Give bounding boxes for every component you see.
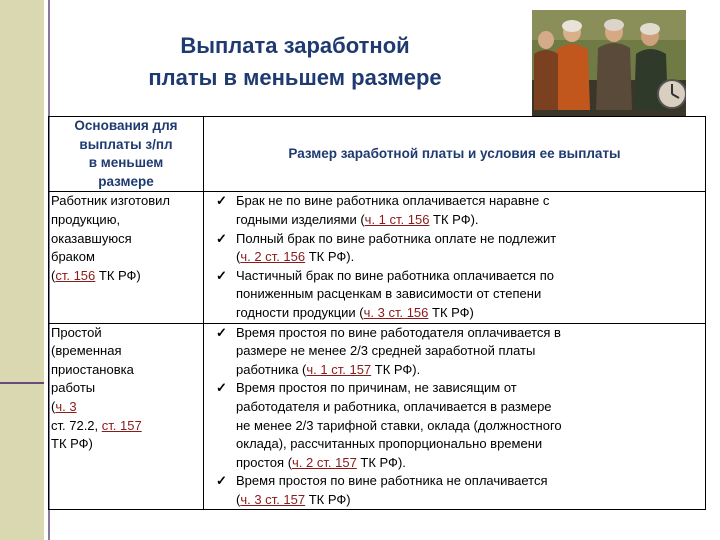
text-line: оклада), рассчитанных пропорционально времени bbox=[236, 436, 543, 452]
text-line: Частичный брак по вине работника оплачивается по bbox=[236, 267, 554, 283]
list-item bbox=[206, 267, 703, 323]
law-link[interactable]: ч. 3 ст. 156 bbox=[363, 304, 429, 320]
list-item bbox=[206, 230, 703, 267]
row-grounds-defect bbox=[49, 192, 204, 323]
law-link[interactable]: ч. 3 bbox=[55, 398, 77, 414]
header-grounds-line: в меньшем bbox=[88, 155, 164, 171]
slide-sidebar bbox=[0, 0, 44, 540]
text-line: браком bbox=[51, 249, 95, 265]
checkmark-icon: ✓ bbox=[216, 193, 227, 209]
text-line: простоя (ч. 2 ст. 157 ТК РФ). bbox=[236, 454, 406, 470]
checkmark-icon: ✓ bbox=[216, 230, 227, 246]
text-line: Брак не по вине работника оплачивается наравне с bbox=[236, 193, 550, 209]
text-line: размере не менее 2/3 средней заработной платы bbox=[236, 343, 536, 359]
checkmark-icon: ✓ bbox=[216, 267, 227, 283]
text-line: Время простоя по причинам, не зависящим от bbox=[236, 380, 517, 396]
text-line: оказавшуюся bbox=[51, 230, 132, 246]
text-line: (ст. 156 ТК РФ) bbox=[51, 267, 141, 283]
text-line: работника (ч. 1 ст. 157 ТК РФ). bbox=[236, 361, 421, 377]
table-header-row bbox=[49, 117, 706, 192]
sidebar-accent-line bbox=[0, 382, 44, 384]
law-link[interactable]: ст. 156 bbox=[55, 267, 96, 283]
header-amount: Размер заработной платы и условия ее выплаты bbox=[204, 117, 706, 192]
header-grounds-line: Основания для bbox=[74, 118, 178, 133]
text-line: работы bbox=[51, 380, 96, 396]
checkmark-icon: ✓ bbox=[216, 324, 227, 340]
text-line: пониженным расценкам в зависимости от степени bbox=[236, 286, 542, 302]
row-conditions-downtime bbox=[204, 323, 706, 510]
law-link[interactable]: ч. 1 ст. 156 bbox=[364, 211, 430, 227]
text-line: Время простоя по вине работника не оплачивается bbox=[236, 473, 548, 489]
text-line: Работник изготовил bbox=[51, 193, 170, 209]
text-line: (временная bbox=[51, 343, 122, 359]
text-line: годности продукции (ч. 3 ст. 156 ТК РФ) bbox=[236, 304, 474, 320]
text-line: ст. 72.2, ст. 157 bbox=[51, 417, 142, 433]
header-grounds bbox=[49, 117, 204, 192]
table-row bbox=[49, 192, 706, 323]
checkmark-icon: ✓ bbox=[216, 380, 227, 396]
text-line: Простой bbox=[51, 324, 102, 340]
list-item bbox=[206, 472, 703, 509]
title-line-2: платы в меньшем размере bbox=[148, 65, 442, 90]
text-line: приостановка bbox=[51, 361, 134, 377]
text-line: работодателя и работника, оплачивается в размере bbox=[236, 398, 552, 414]
title-line-1: Выплата заработной bbox=[180, 33, 410, 58]
text-line: Время простоя по вине работодателя оплачивается в bbox=[236, 324, 561, 340]
row-conditions-defect bbox=[204, 192, 706, 323]
law-link[interactable]: ч. 2 ст. 156 bbox=[240, 249, 306, 265]
row-grounds-downtime bbox=[49, 323, 204, 510]
table-row bbox=[49, 323, 706, 510]
list-item bbox=[206, 324, 703, 380]
text-line: годными изделиями (ч. 1 ст. 156 ТК РФ). bbox=[236, 211, 479, 227]
text-line: Полный брак по вине работника оплате не подлежит bbox=[236, 230, 557, 246]
text-line: (ч. 3 ст. 157 ТК РФ) bbox=[236, 491, 351, 507]
text-line: (ч. 3 bbox=[51, 398, 77, 414]
checkmark-icon: ✓ bbox=[216, 473, 227, 489]
salary-table bbox=[48, 116, 706, 510]
law-link[interactable]: ч. 2 ст. 157 bbox=[292, 454, 357, 470]
text-line: продукцию, bbox=[51, 211, 121, 227]
law-link[interactable]: ст. 157 bbox=[101, 417, 142, 433]
slide-title bbox=[60, 30, 530, 94]
list-item bbox=[206, 192, 703, 229]
workers-photo bbox=[532, 10, 686, 117]
photo-illustration bbox=[532, 10, 686, 117]
header-grounds-line: выплаты з/пл bbox=[79, 136, 173, 152]
law-link[interactable]: ч. 3 ст. 157 bbox=[240, 491, 306, 507]
law-link[interactable]: ч. 1 ст. 157 bbox=[306, 361, 372, 377]
text-line: ТК РФ) bbox=[51, 436, 93, 452]
text-line: (ч. 2 ст. 156 ТК РФ). bbox=[236, 249, 355, 265]
text-line: не менее 2/3 тарифной ставки, оклада (должностного bbox=[236, 417, 562, 433]
list-item bbox=[206, 379, 703, 472]
header-grounds-line: размере bbox=[98, 173, 154, 189]
